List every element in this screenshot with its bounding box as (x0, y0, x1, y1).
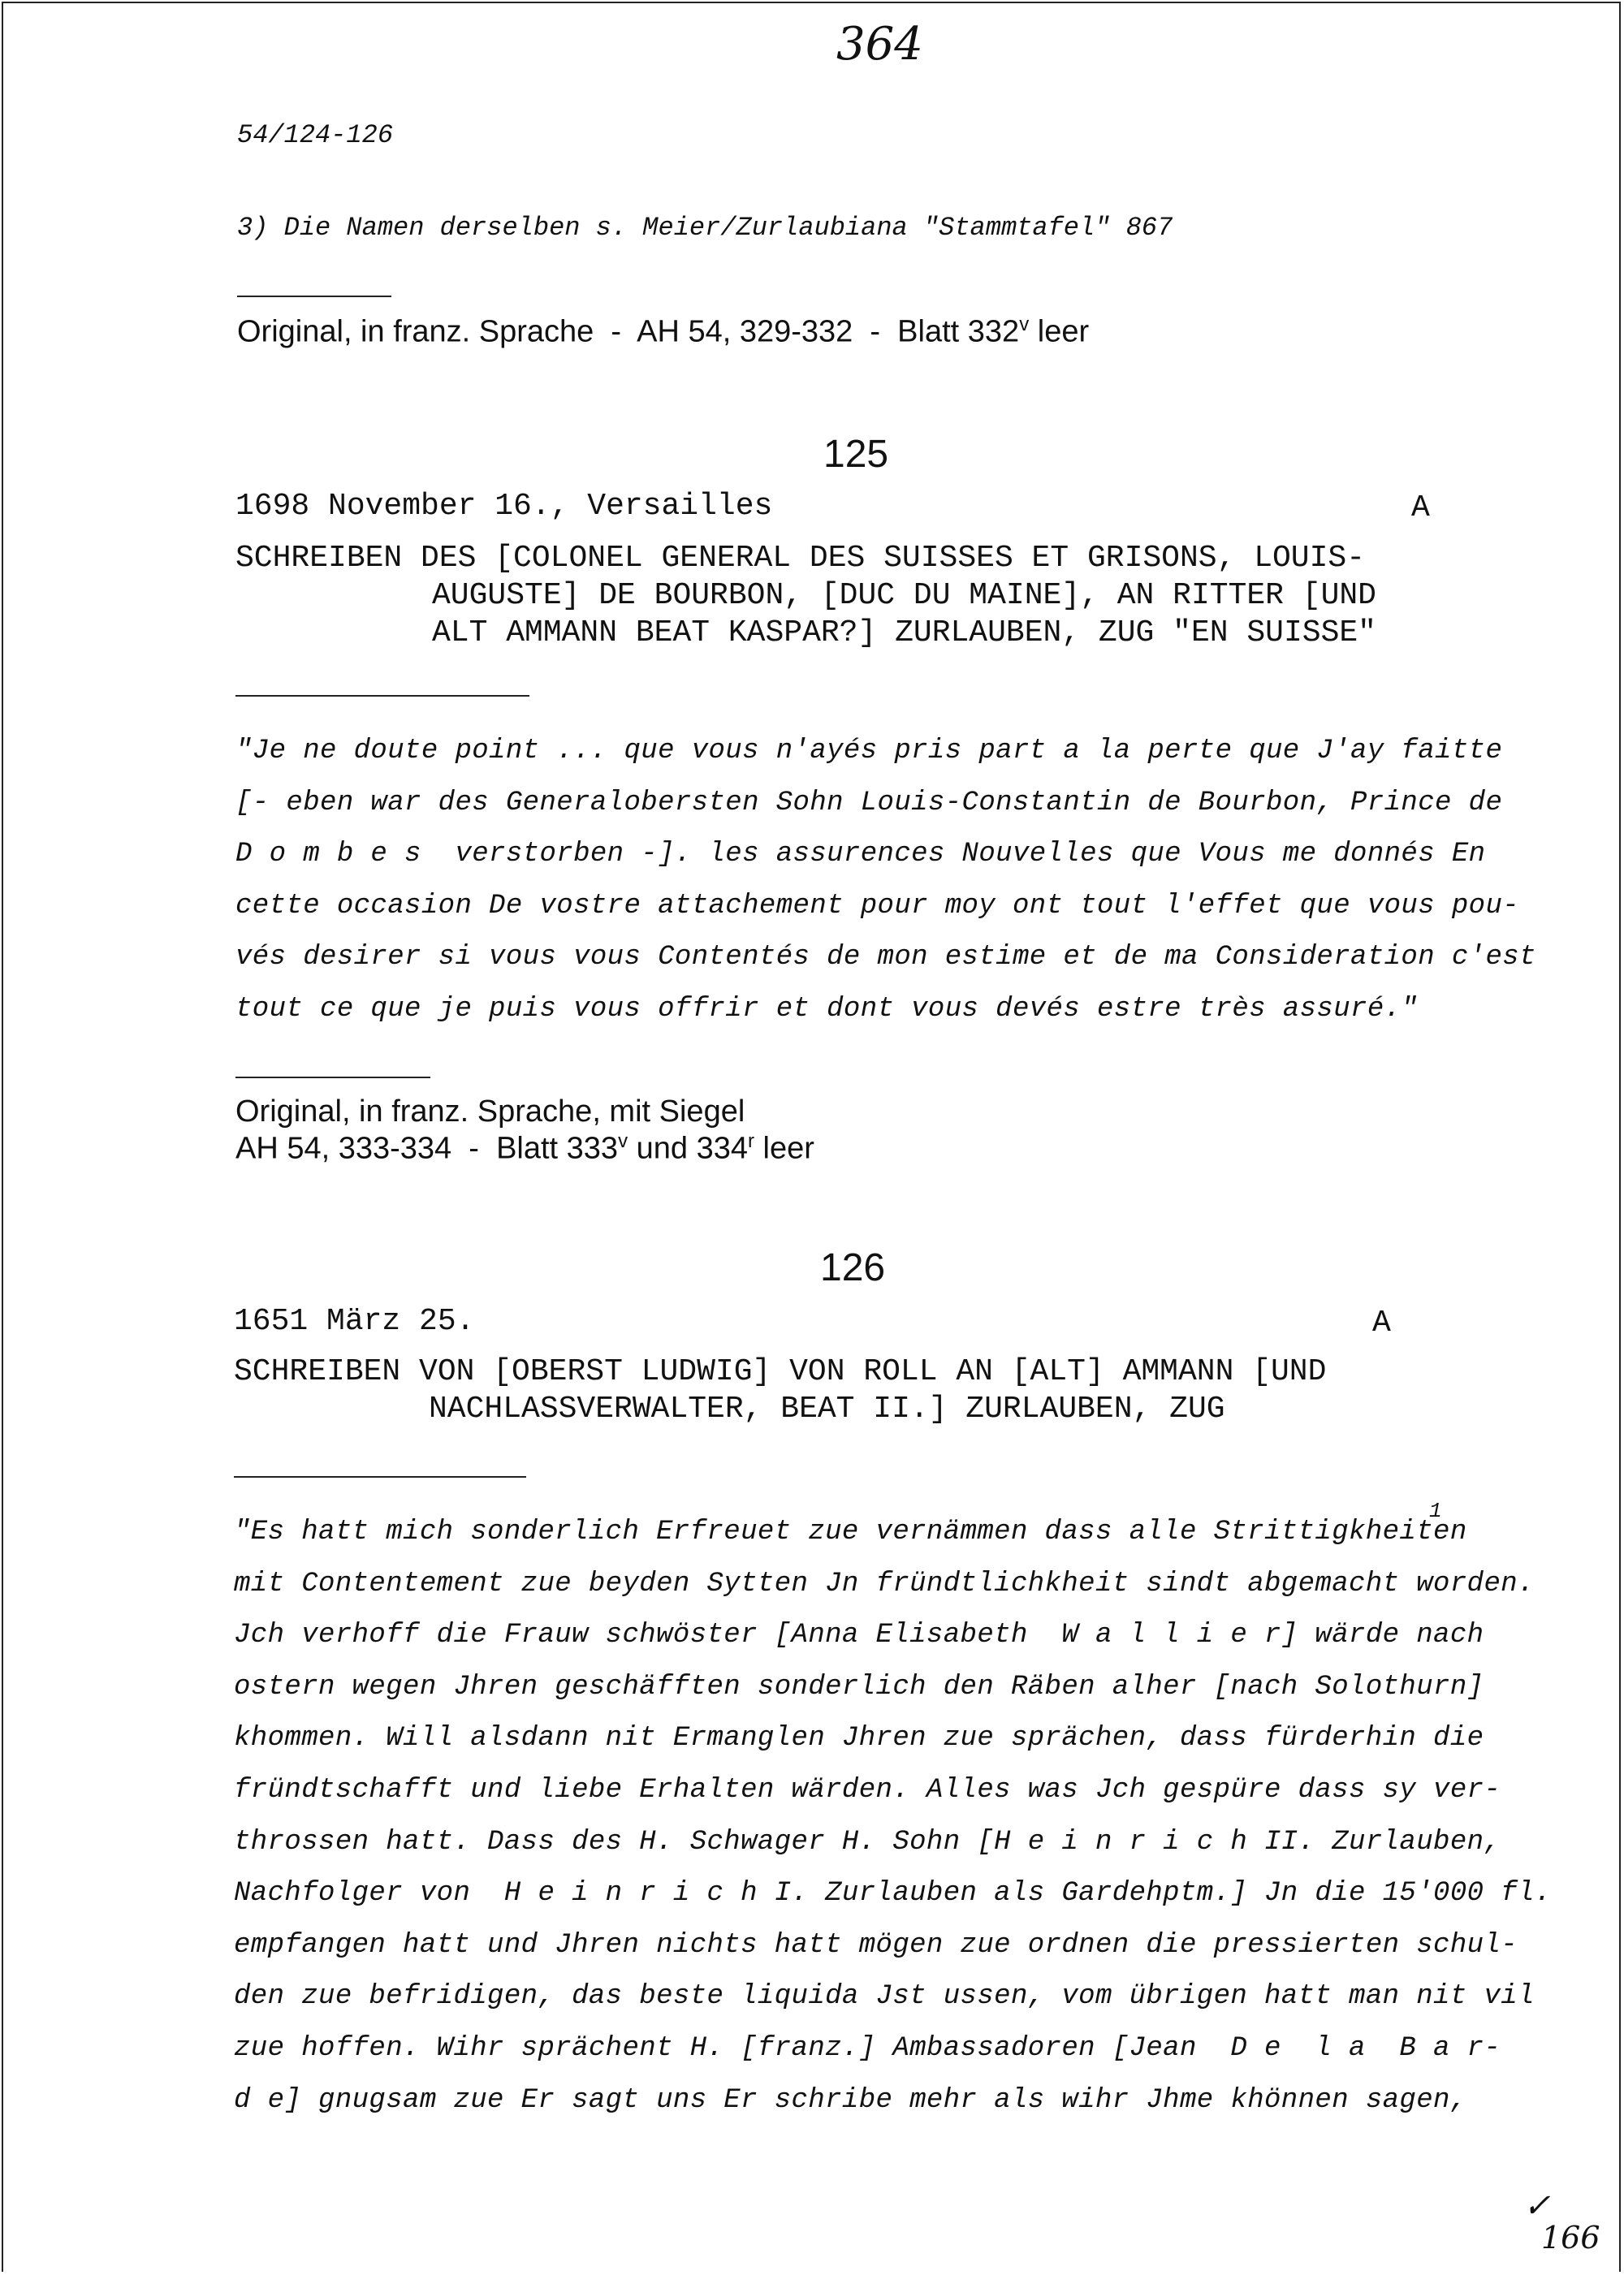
quote-line: Nachfolger von H e i n r i c h I. Zurlauben als Gardehptm.] Jn die 15'000 fl. (234, 1878, 1552, 1910)
quote-line: ostern wegen Jhren geschäfften sonderlich den Räben alher [nach Solothurn] (234, 1671, 1484, 1703)
quote-line: fründtschafft und liebe Erhalten wärden. Alles was Jch gespüre dass sy ver- (234, 1774, 1501, 1806)
entry-125-source-line-1: Original, in franz. Sprache, mit Siegel (235, 1094, 745, 1129)
footnote-3: 3) Die Namen derselben s. Meier/Zurlaubiana "Stammtafel" 867 (237, 213, 1173, 243)
quote-line: Jch verhoff die Frauw schwöster [Anna Elisabeth W a l l i e r] wärde nach (234, 1620, 1484, 1651)
source-text: und 334 (628, 1131, 748, 1166)
handwritten-check-mark: ✓ (1523, 2187, 1551, 2225)
quote-line: den zue befridigen, das beste liquida Jst ussen, vom übrigen hatt man nit vil (234, 1981, 1535, 2013)
entry-125-source-line-2 (235, 1130, 814, 1167)
source-sup: v (618, 1130, 628, 1152)
entry-126-class-letter: A (1372, 1306, 1391, 1340)
footnote-marker-1: 1 (1429, 1499, 1442, 1523)
quote-line: d e] gnugsam zue Er sagt uns Er schribe mehr als wihr Jhme khönnen sagen, (234, 2084, 1467, 2116)
entry-126-date-place: 1651 März 25. (234, 1304, 475, 1339)
quote-line: khommen. Will alsdann nit Ermanglen Jhren zue sprächen, dass fürderhin die (234, 1723, 1484, 1755)
quote-line: empfangen hatt und Jhren nichts hatt mögen zue ordnen die pressierten schul- (234, 1929, 1518, 1961)
source-sup: r (748, 1130, 754, 1152)
quote-line: throssen hatt. Dass des H. Schwager H. Sohn [H e i n r i c h II. Zurlauben, (234, 1826, 1501, 1858)
quote-line: mit Contentement zue beyden Sytten Jn fründtlichkheit sindt abgemacht worden. (234, 1568, 1535, 1599)
entry-number-126: 126 (820, 1246, 886, 1289)
entry-125-quote (235, 726, 1536, 1036)
header-reference: 54/124-126 (237, 120, 394, 150)
source-sup: v (1019, 313, 1030, 335)
entry-125-class-letter: A (1411, 490, 1430, 525)
source-text: AH 54, 333-334 - Blatt 333 (235, 1131, 619, 1166)
entry-125-rule-1 (235, 695, 529, 697)
footnote-source-line (237, 313, 1089, 350)
entry-126-quote (234, 1507, 1552, 2126)
handwritten-page-number: 364 (836, 18, 923, 71)
quote-line: [- eben war des Generalobersten Sohn Louis-Constantin de Bourbon, Prince de (235, 787, 1503, 818)
entry-125-heading-line-2: AUGUSTE] DE BOURBON, [DUC DU MAINE], AN RITTER [UND (432, 578, 1376, 613)
entry-125-heading-line-1: SCHREIBEN DES [COLONEL GENERAL DES SUISSES ET GRISONS, LOUIS- (235, 541, 1366, 576)
quote-line: zue hoffen. Wihr sprächent H. [franz.] Ambassadoren [Jean D e l a B a r- (234, 2032, 1501, 2064)
entry-126-heading-line-2: NACHLASSVERWALTER, BEAT II.] ZURLAUBEN, ZUG (429, 1392, 1225, 1427)
source-text: leer (754, 1131, 814, 1166)
footnote-rule (237, 296, 391, 297)
source-text: Original, in franz. Sprache - AH 54, 329-332 - Blatt 332 (237, 314, 1020, 349)
handwritten-folio-number: 166 (1541, 2220, 1600, 2256)
quote-line: vés desirer si vous vous Contentés de mon estime et de ma Consideration c'est (235, 942, 1536, 973)
entry-126-heading-line-1: SCHREIBEN VON [OBERST LUDWIG] VON ROLL AN [ALT] AMMANN [UND (234, 1354, 1327, 1389)
entry-125-date-place: 1698 November 16., Versailles (235, 489, 773, 524)
quote-line: tout ce que je puis vous offrir et dont vous devés estre très assuré." (235, 993, 1419, 1025)
quote-line: cette occasion De vostre attachement pour moy ont tout l'effet que vous pou- (235, 890, 1520, 922)
entry-125-rule-2 (235, 1077, 430, 1078)
quote-line: "Je ne doute point ... que vous n'ayés pris part a la perte que J'ay faitte (235, 736, 1503, 766)
quote-line: "Es hatt mich sonderlich Erfreuet zue vernämmen dass alle Strittigkheiten (234, 1517, 1467, 1548)
entry-126-rule (234, 1476, 526, 1478)
entry-number-125: 125 (823, 433, 889, 476)
quote-line: D o m b e s verstorben -]. les assurences Nouvelles que Vous me donnés En (235, 839, 1486, 870)
entry-125-heading-line-3: ALT AMMANN BEAT KASPAR?] ZURLAUBEN, ZUG "EN SUISSE" (432, 615, 1376, 650)
source-suffix: leer (1029, 314, 1090, 349)
